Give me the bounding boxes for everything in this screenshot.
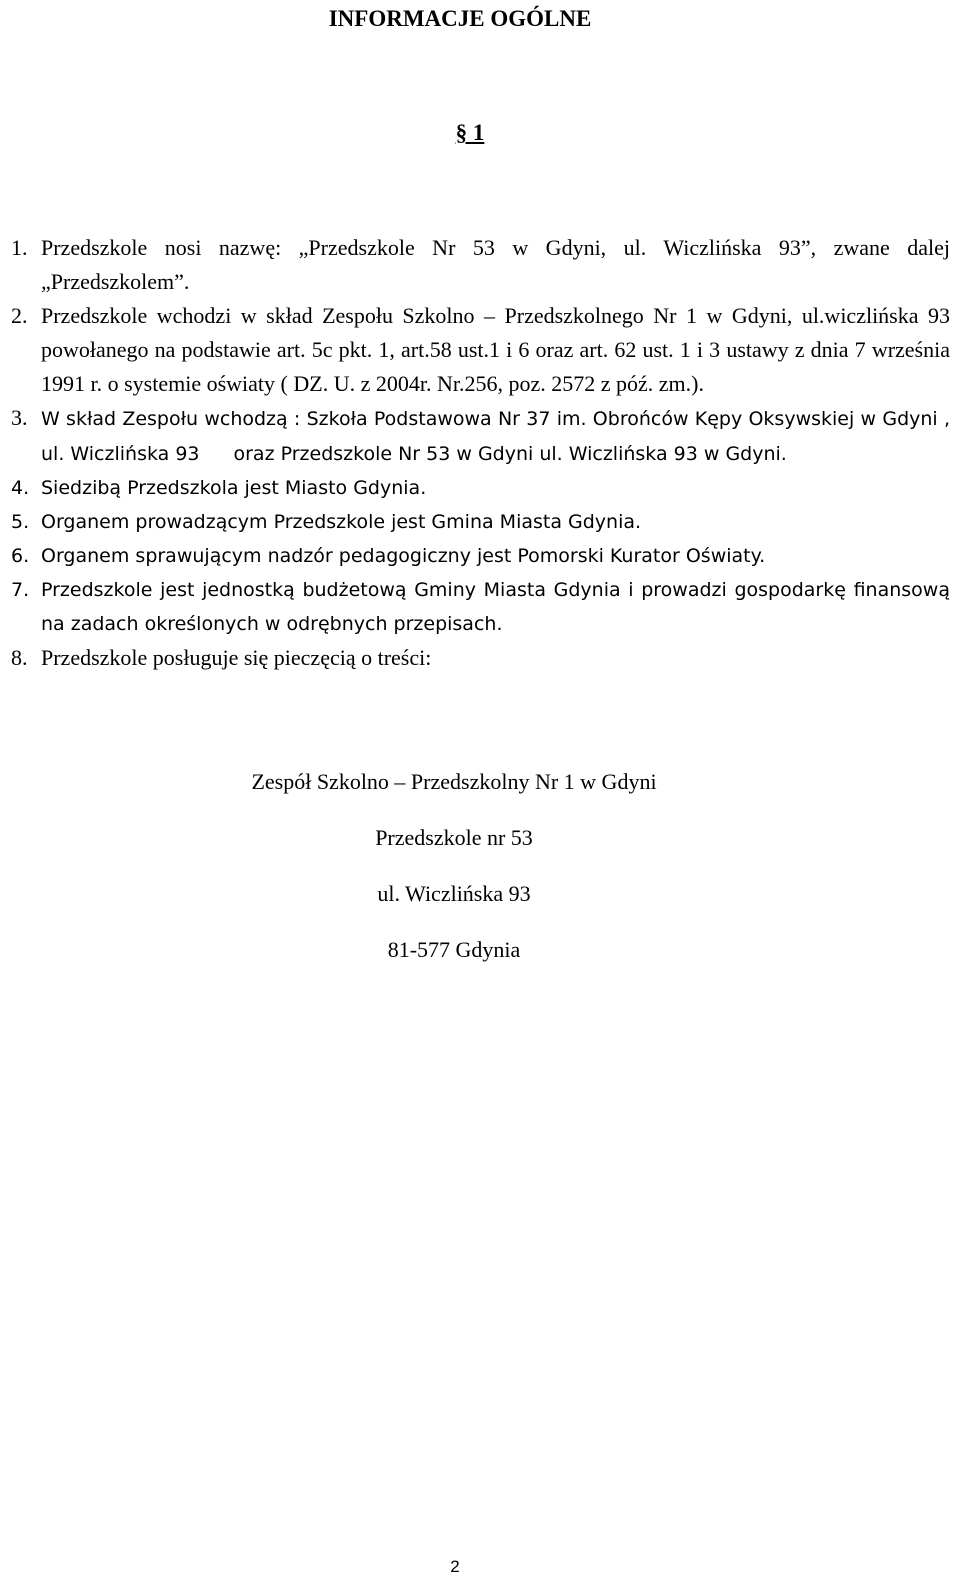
list-item <box>11 471 950 505</box>
list-item-text-part: W skład Zespołu wchodzą : Szkoła Podstawowa Nr 37 im. Obrońców Kępy Oksywskiej w Gdyni , ul. Wiczlińska 93 <box>41 408 950 465</box>
document-title: INFORMACJE OGÓLNE <box>328 6 592 31</box>
page-number: 2 <box>450 1557 460 1576</box>
list-item <box>11 573 950 641</box>
list-item <box>11 401 950 471</box>
list-item <box>11 299 950 401</box>
list-item-text-part: oraz Przedszkole Nr 53 w Gdyni ul. Wiczlińska 93 w Gdyni. <box>233 443 787 465</box>
stamp-line: ul. Wiczlińska 93 <box>377 881 531 906</box>
stamp-line: 81-577 Gdynia <box>387 937 521 962</box>
list-item <box>11 539 950 573</box>
list-item-number: 6. <box>11 545 30 567</box>
list-item <box>11 641 950 675</box>
list-item <box>11 505 950 539</box>
numbered-list <box>11 231 950 675</box>
list-item-text: Przedszkole posługuje się pieczęcią o treści: <box>41 645 432 670</box>
list-item-text: Przedszkole jest jednostką budżetową Gminy Miasta Gdynia i prowadzi gospodarkę finansową na zadach określonych w odrębnych przepisach. <box>41 579 950 635</box>
list-item-number: 4. <box>11 477 30 499</box>
list-item-text <box>41 401 950 471</box>
stamp-line: Przedszkole nr 53 <box>375 825 533 850</box>
list-item-number: 3. <box>11 405 28 430</box>
list-item-number: 2. <box>11 303 28 328</box>
list-item-number: 5. <box>11 511 30 533</box>
list-item-text: Przedszkole nosi nazwę: „Przedszkole Nr 53 w Gdyni, ul. Wiczlińska 93”, zwane dalej „Przedszkolem”. <box>41 235 950 294</box>
stamp-text <box>0 765 908 989</box>
list-item-number: 7. <box>11 579 30 601</box>
list-item-text: Organem sprawującym nadzór pedagogiczny jest Pomorski Kurator Oświaty. <box>41 545 766 567</box>
section-heading-text: § 1 <box>455 120 485 145</box>
list-item <box>11 231 950 299</box>
list-item-text: Przedszkole wchodzi w skład Zespołu Szkolno – Przedszkolnego Nr 1 w Gdyni, ul.wiczlińska 93 powołanego na podstawie art. 5c pkt. 1, art.58 ust.1 i 6 oraz art. 62 ust. 1 i 3 ustawy z dnia 7 września 1991 r. o systemie oświaty ( DZ. U. z 2004r. Nr.256, poz. 2572 z póź. zm.). <box>41 303 950 396</box>
list-item-number: 8. <box>11 645 28 670</box>
list-item-text: Organem prowadzącym Przedszkole jest Gmina Miasta Gdynia. <box>41 511 642 533</box>
list-item-number: 1. <box>11 235 28 260</box>
list-item-text: Siedzibą Przedszkola jest Miasto Gdynia. <box>41 477 427 499</box>
section-heading <box>0 116 940 150</box>
stamp-line: Zespół Szkolno – Przedszkolny Nr 1 w Gdyni <box>251 769 657 794</box>
